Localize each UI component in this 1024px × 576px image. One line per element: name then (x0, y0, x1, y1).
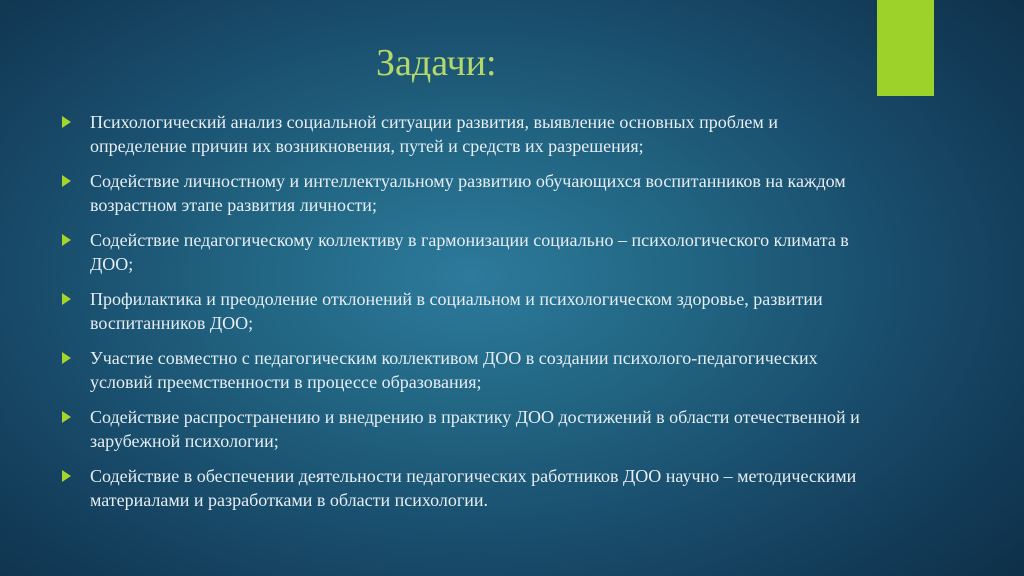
task-item (60, 287, 860, 335)
accent-bar (877, 0, 934, 96)
task-list (60, 110, 860, 523)
task-item (60, 346, 860, 394)
triangle-right-icon (62, 175, 71, 187)
slide-title: Задачи: (376, 42, 497, 84)
task-text: Содействие личностному и интеллектуальному развитию обучающихся воспитанников на каждом возрастном этапе развития личности; (90, 171, 846, 215)
task-item (60, 464, 860, 512)
triangle-right-icon (62, 352, 71, 364)
task-text: Содействие педагогическому коллективу в гармонизации социально – психологического климата в ДОО; (90, 230, 849, 274)
task-item (60, 169, 860, 217)
task-text: Психологический анализ социальной ситуации развития, выявление основных проблем и определение причин их возникновения, путей и средств их разрешения; (90, 112, 778, 156)
task-item (60, 110, 860, 158)
task-item (60, 228, 860, 276)
task-text: Содействие в обеспечении деятельности педагогических работников ДОО научно – методическими материалами и разработками в области психологии. (90, 466, 857, 510)
triangle-right-icon (62, 234, 71, 246)
task-text: Участие совместно с педагогическим коллективом ДОО в создании психолого-педагогических условий преемственности в процессе образования; (90, 348, 818, 392)
task-item (60, 405, 860, 453)
triangle-right-icon (62, 411, 71, 423)
task-text: Профилактика и преодоление отклонений в социальном и психологическом здоровье, развитии воспитанников ДОО; (90, 289, 823, 333)
triangle-right-icon (62, 470, 71, 482)
triangle-right-icon (62, 293, 71, 305)
task-text: Содействие распространению и внедрению в практику ДОО достижений в области отечественной и зарубежной психологии; (90, 407, 860, 451)
triangle-right-icon (62, 116, 71, 128)
